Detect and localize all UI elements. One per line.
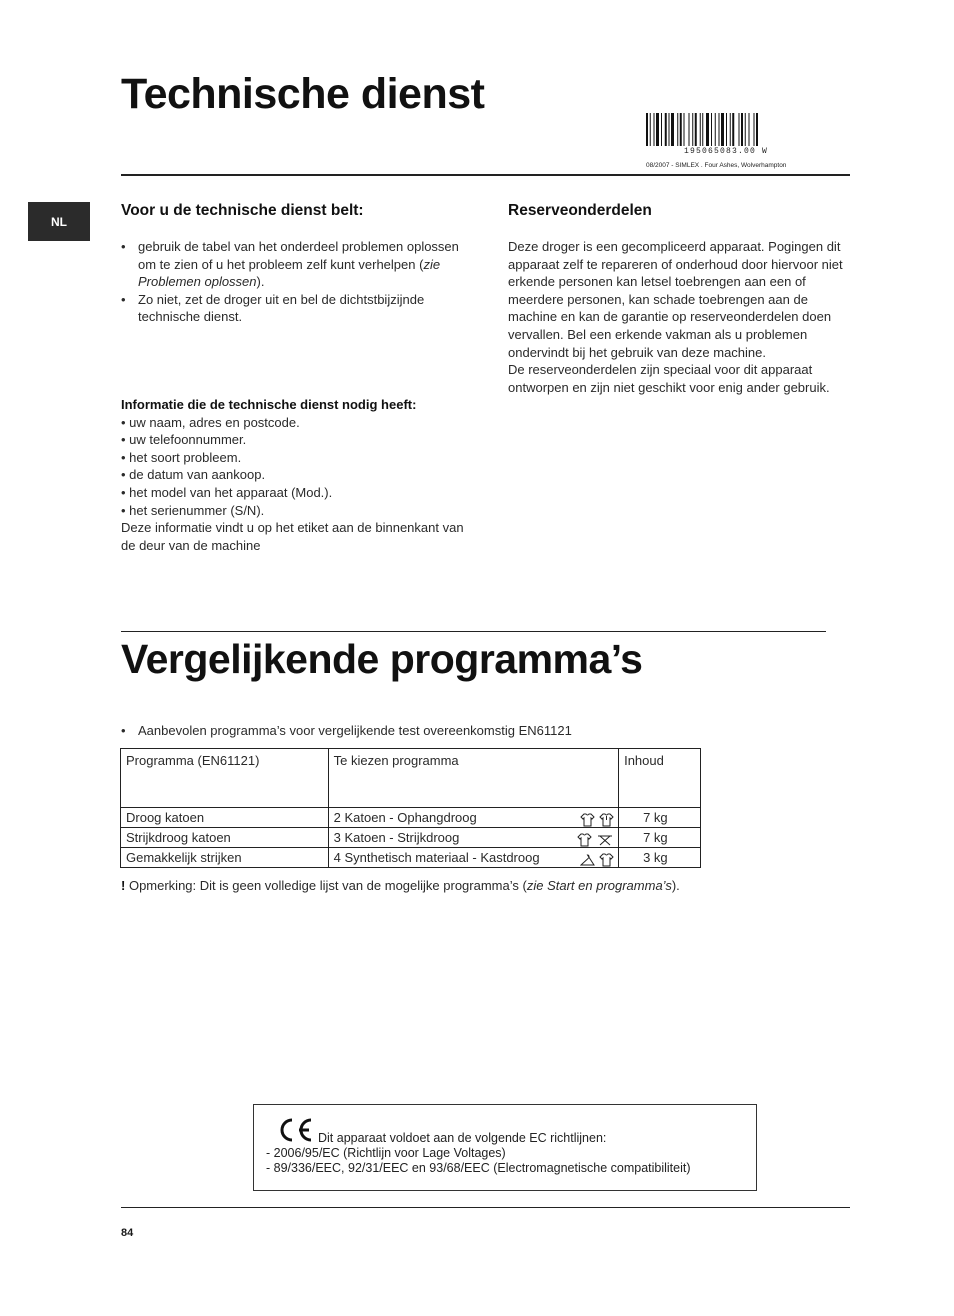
barcode-bar [692,113,693,146]
barcode-bar [654,113,655,146]
barcode-bar [749,113,750,146]
barcode-bar [680,113,682,146]
barcode-bar [665,113,667,146]
table-row [121,848,701,868]
ce-logo [277,1117,315,1143]
info-item: • uw telefoonnummer. [121,431,466,449]
list-item: • Aanbevolen programma’s voor vergelijkende test overeenkomstig EN61121 [121,722,721,740]
barcode-bar [730,113,731,146]
table-cell: 7 kg [619,828,701,848]
barcode-bar [739,113,740,146]
table-header: Te kiezen programma [328,749,618,808]
print-info: 08/2007 - SIMLEX . Four Ashes, Wolverhampton [646,162,787,169]
warning-mark: ! [121,878,126,893]
program-name: 3 Katoen - Strijkdroog [333,830,460,845]
cross-reference: zie Problemen oplossen [138,256,441,290]
before-calling-list [121,238,466,326]
program-table [120,748,701,868]
program-name: 2 Katoen - Ophangdroog [333,810,477,825]
barcode-bar [656,113,659,146]
ce-line: - 2006/95/EC (Richtlijn voor Lage Voltages) [266,1146,506,1160]
iron-icon [596,833,614,847]
language-tab: NL [28,202,90,241]
info-item: • de datum van aankoop. [121,466,466,484]
table-cell: Strijkdroog katoen [121,828,329,848]
barcode-bar [719,113,720,146]
barcode-bar [689,113,690,146]
table-header-row [121,749,701,808]
table-cell: 7 kg [619,808,701,828]
care-icons [580,810,614,827]
shirt-icon [599,813,614,827]
barcode-bar [646,113,648,146]
barcode-bar [732,113,734,146]
cross-reference: zie Start en programma’s [526,878,672,893]
barcode-bar [671,113,674,146]
care-icons [580,850,614,867]
program-name: 4 Synthetisch materiaal - Kastdroog [333,850,540,865]
spare-parts-paragraph: De reserveonderdelen zijn speciaal voor dit apparaat ontworpen en zijn niet geschikt voor enig ander gebruik. [508,362,830,395]
table-header: Programma (EN61121) [121,749,329,808]
table-cell: Gemakkelijk strijken [121,848,329,868]
table-row [121,808,701,828]
table-cell: Droog katoen [121,808,329,828]
spare-parts-text [508,238,853,396]
section-title: Vergelijkende programma’s [121,636,643,682]
barcode-bar [669,113,670,146]
ce-compliance-box [253,1104,757,1191]
barcode-bar [702,113,703,146]
care-icons [577,830,614,847]
barcode-bar [661,113,662,146]
info-item: • het model van het apparaat (Mod.). [121,484,466,502]
info-item: • het serienummer (S/N). [121,502,466,520]
info-item: • uw naam, adres en postcode. [121,414,466,432]
header-rule [121,174,850,176]
barcode-bar [695,113,697,146]
table-row [121,828,701,848]
table-header: Inhoud [619,749,701,808]
ce-line: - 89/336/EEC, 92/31/EEC en 93/68/EEC (Electromagnetische compatibiliteit) [266,1161,691,1175]
barcode-bar [715,113,716,146]
list-item: • Zo niet, zet de droger uit en bel de dichtstbijzijnde technische dienst. [121,291,466,326]
table-cell [328,848,618,868]
barcode-bar [726,113,727,146]
table-cell: 3 kg [619,848,701,868]
shirt-icon [577,833,592,847]
barcode-bar [700,113,701,146]
table-cell [328,808,618,828]
barcode-bar [711,113,712,146]
hanger-icon [580,853,595,867]
barcode-bar [684,113,685,146]
barcode-bar [706,113,709,146]
intro-text [121,722,721,740]
barcode-bar [756,113,758,146]
barcode-bar [677,113,678,146]
barcode-bar [721,113,724,146]
section-heading-spare-parts: Reserveonderdelen [508,202,652,219]
section-heading-before-calling: Voor u de technische dienst belt: [121,202,364,219]
info-footer: Deze informatie vindt u op het etiket aan de binnenkant van de deur van de machine [121,520,464,553]
barcode-bar [741,113,743,146]
info-block [121,396,466,554]
info-heading: Informatie die de technische dienst nodig heeft: [121,397,417,412]
table-cell [328,828,618,848]
section-rule [121,631,826,632]
barcode-bar [650,113,651,146]
list-item: • gebruik de tabel van het onderdeel problemen oplossen om te zien of u het probleem zelf kunt verhelpen (zie Problemen oplossen). [121,238,466,291]
barcode [646,113,806,146]
shirt-icon [599,853,614,867]
shirt-icon [580,813,595,827]
ce-line: Dit apparaat voldoet aan de volgende EC richtlijnen: [318,1131,607,1145]
spare-parts-paragraph: Deze droger is een gecompliceerd apparaat. Pogingen dit apparaat zelf te repareren of onderhoud door hiervoor niet erkende personen kan letsel toebrengen aan een of meerdere personen, kan schade toebrengen aan de machine en kan de garantie op reserveonderdelen doen vervallen. Bel een erkende vakman als u problemen ondervindt bij het gebruik van deze machine. [508,239,843,360]
page-title: Technische dienst [121,70,485,118]
barcode-number: 195065083.00 W [683,147,768,156]
program-note: ! Opmerking: Dit is geen volledige lijst van de mogelijke programma’s (zie Start en programma’s). [121,878,680,893]
page-number: 84 [121,1227,134,1239]
info-item: • het soort probleem. [121,449,466,467]
barcode-bar [754,113,755,146]
barcode-bar [745,113,746,146]
footer-rule [121,1207,850,1208]
